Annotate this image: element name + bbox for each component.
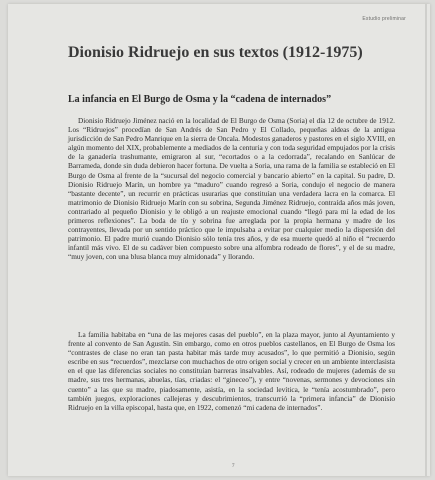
page-number: 7	[232, 464, 235, 469]
running-header: Estudio preliminar	[362, 16, 406, 22]
section-heading: La infancia en El Burgo de Osma y la “cadena de internados”	[68, 94, 332, 105]
page-title: Dionisio Ridruejo en sus textos (1912-1975)	[68, 44, 363, 61]
page-edge	[425, 4, 427, 476]
body-paragraph-1: Dionisio Ridruejo Jiménez nació en la localidad de El Burgo de Osma (Soria) el día 12 de octubre de 1912. Los “Ridruejos” procedían de San Andrés de San Pedro y El Collado, pequeñas aldeas de la antigua jurisdicción de San Pedro Manrique en la sierra de Oncala. Modestos ganaderos y pastores en el siglo XVIII, en algún momento del XIX, probablemente a mediados de la centuria y con toda seguridad empujados por la crisis de la ganadería trashumante, emigraron al sur, “ecortados o a la cedorrada”, recalando en Sanlúcar de Barrameda, donde sin duda debieron hacer fortuna. De vuelta a Soria, una rama de la familia se estableció en El Burgo de Osma al frente de la “sucursal del negocio comercial y bancario abierto” en la capital. Su padre, D. Dionisio Ridruejo Marín, un hombre ya “maduro” cuando regresó a Soria, condujo el negocio de manera “bastante decente”, un recurrir en prácticas usurarias que constituían una verdadera lacra en la comarca. El matrimonio de Dionisio Ridruejo Marín con su sobrina, Segunda Jiménez Ridruejo, contraída años más joven, contrariado al pequeño Dionisio y le obligó a un reajuste emocional cuando “llegó para mí la edad de los primeros reflexiones”. La boda de tío y sobrina fue arreglada por la propia hermana y madre de los contrayentes, llevada por un sentido práctico que le impulsaba a evitar por cualquier medio la dispersión del patrimonio. El padre murió cuando Dionisio sólo tenía tres años, y de esa muerte quedó al niño el “recuerdo infantil más vivo. El de su cadáver bien compuesto sobre una alfombra rodeado de flores”, y el de su madre, “muy joven, con una blusa blanca muy almidonada” y llorando.	[68, 116, 395, 262]
document-page	[8, 4, 430, 476]
body-paragraph-2: La familia habitaba en “una de las mejores casas del pueblo”, en la plaza mayor, junto al Ayuntamiento y frente al convento de San Agustín. Sin embargo, como en otros pueblos castellanos, en El Burgo de Osma los “contrastes de clase no eran tan pasta habitar más tarde muy acusados”, lo que permitió a Dionisio, según escribe en sus “recuerdos”, mezclarse con muchachos de otro origen social y crecer en un ambiente interclasista en el que las diferencias sociales no constituían barreras insalvables. Así, rodeado de mujeres (además de su madre, sus tres hermanas, abuelas, tías, criadas: el “gineceo”), y entre “novenas, sermones y devociones sin cuento” a las que su madre, piadosamente, asistía, en la sociedad levítica, le “tenía acostumbrado”, pero también juegos, exploraciones callejeras y descubrimientos, transcurrió la “primera infancia” de Dionisio Ridruejo en la villa episcopal, hasta que, en 1922, comenzó “mi cadena de internados”.	[68, 330, 395, 412]
